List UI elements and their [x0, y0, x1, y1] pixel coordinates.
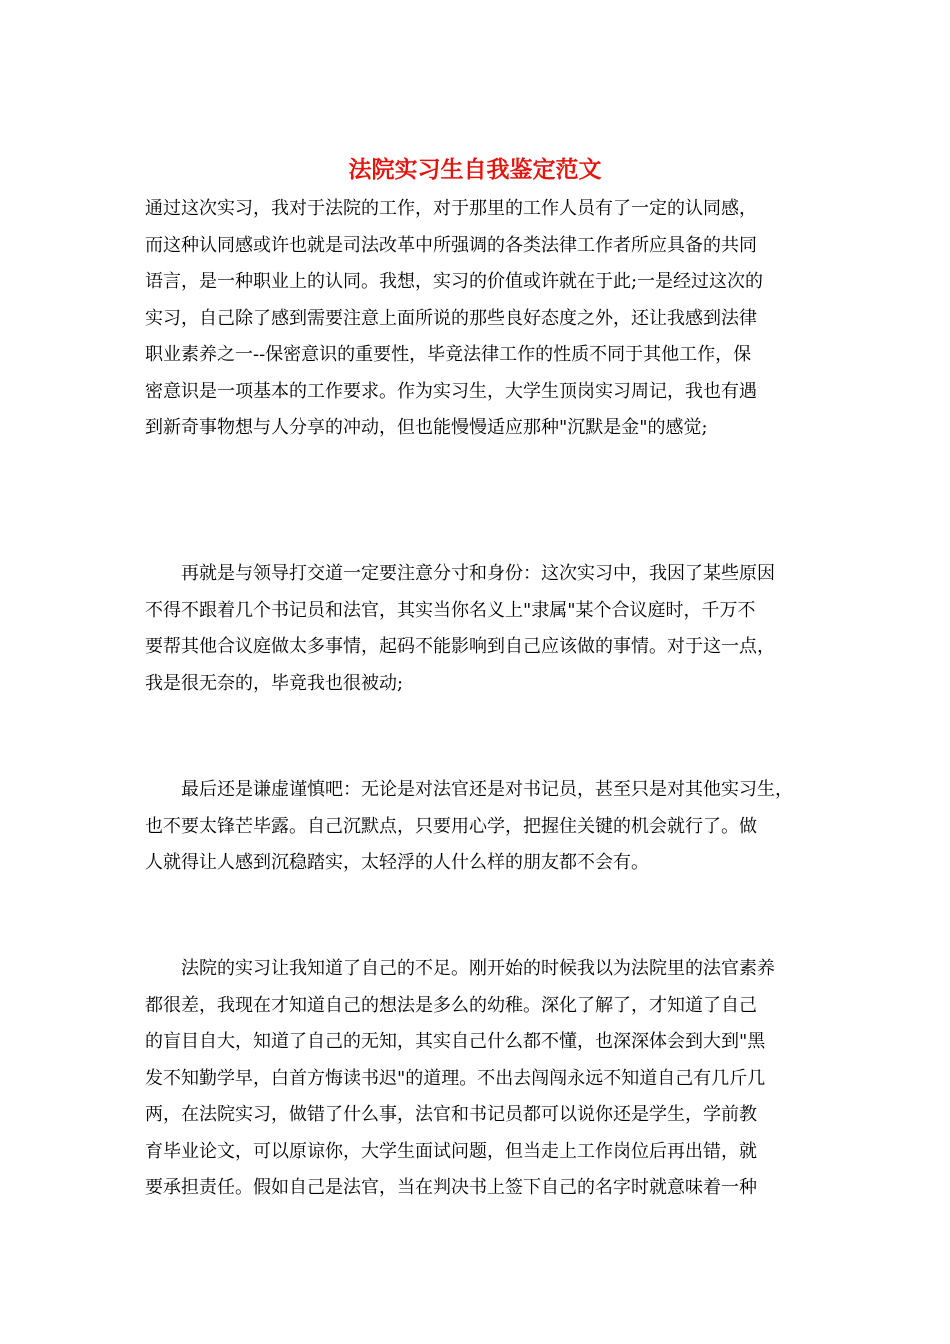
paragraph-line: 要帮其他合议庭做太多事情，起码不能影响到自己应该做的事情。对于这一点，: [145, 636, 775, 657]
paragraph-line: 人就得让人感到沉稳踏实，太轻浮的人什么样的朋友都不会有。: [145, 852, 649, 873]
paragraph-line: 通过这次实习，我对于法院的工作，对于那里的工作人员有了一定的认同感，: [145, 198, 757, 219]
paragraph-line: 实习，自己除了感到需要注意上面所说的那些良好态度之外，还让我感到法律: [145, 307, 757, 329]
paragraph-2: [145, 556, 815, 702]
paragraph-line: 不得不跟着几个书记员和法官，其实当你名义上"隶属"某个合议庭时，千万不: [145, 599, 756, 621]
paragraph-line: 而这种认同感或许也就是司法改革中所强调的各类法律工作者所应具备的共同: [145, 234, 757, 256]
paragraph-line: 发不知勤学早，白首方悔读书迟"的道理。不出去闯闯永远不知道自己有几斤几: [145, 1067, 766, 1089]
paragraph-line: 职业素养之一--保密意识的重要性，毕竟法律工作的性质不同于其他工作，保: [145, 344, 752, 365]
paragraph-line: 密意识是一项基本的工作要求。作为实习生，大学生顶岗实习周记，我也有遇: [145, 380, 757, 402]
paragraph-1: [145, 191, 815, 447]
paragraph-line: 两，在法院实习，做错了什么事，法官和书记员都可以说你还是学生，学前教: [145, 1104, 757, 1125]
paragraph-line: 都很差，我现在才知道自己的想法是多么的幼稚。深化了解了，才知道了自己: [145, 994, 757, 1016]
paragraph-line: 也不要太锋芒毕露。自己沉默点，只要用心学，把握住关键的机会就行了。做: [145, 815, 757, 837]
paragraph-line: 再就是与领导打交道一定要注意分寸和身份：这次实习中，我因了某些原因: [145, 563, 775, 584]
paragraph-line: 到新奇事物想与人分享的冲动，但也能慢慢适应那种"沉默是金"的感觉;: [145, 417, 708, 438]
paragraph-line: 要承担责任。假如自己是法官，当在判决书上签下自己的名字时就意味着一种: [145, 1177, 757, 1198]
paragraph-line: 语言，是一种职业上的认同。我想，实习的价值或许就在于此;一是经过这次的: [145, 271, 764, 292]
paragraph-line: 法院的实习让我知道了自己的不足。刚开始的时候我以为法院里的法官素养: [145, 958, 775, 979]
paragraph-line: 育毕业论文，可以原谅你，大学生面试问题，但当走上工作岗位后再出错，就: [145, 1140, 757, 1162]
paragraph-3: [145, 772, 815, 882]
paragraph-line: 最后还是谦虚谨慎吧：无论是对法官还是对书记员，甚至只是对其他实习生，: [145, 779, 793, 800]
paragraph-4: [145, 951, 815, 1207]
paragraph-line: 我是很无奈的，毕竟我也很被动;: [145, 672, 404, 694]
document-title: 法院实习生自我鉴定范文: [348, 156, 602, 183]
paragraph-line: 的盲目自大，知道了自己的无知，其实自己什么都不懂，也深深体会到大到"黑: [145, 1031, 766, 1052]
